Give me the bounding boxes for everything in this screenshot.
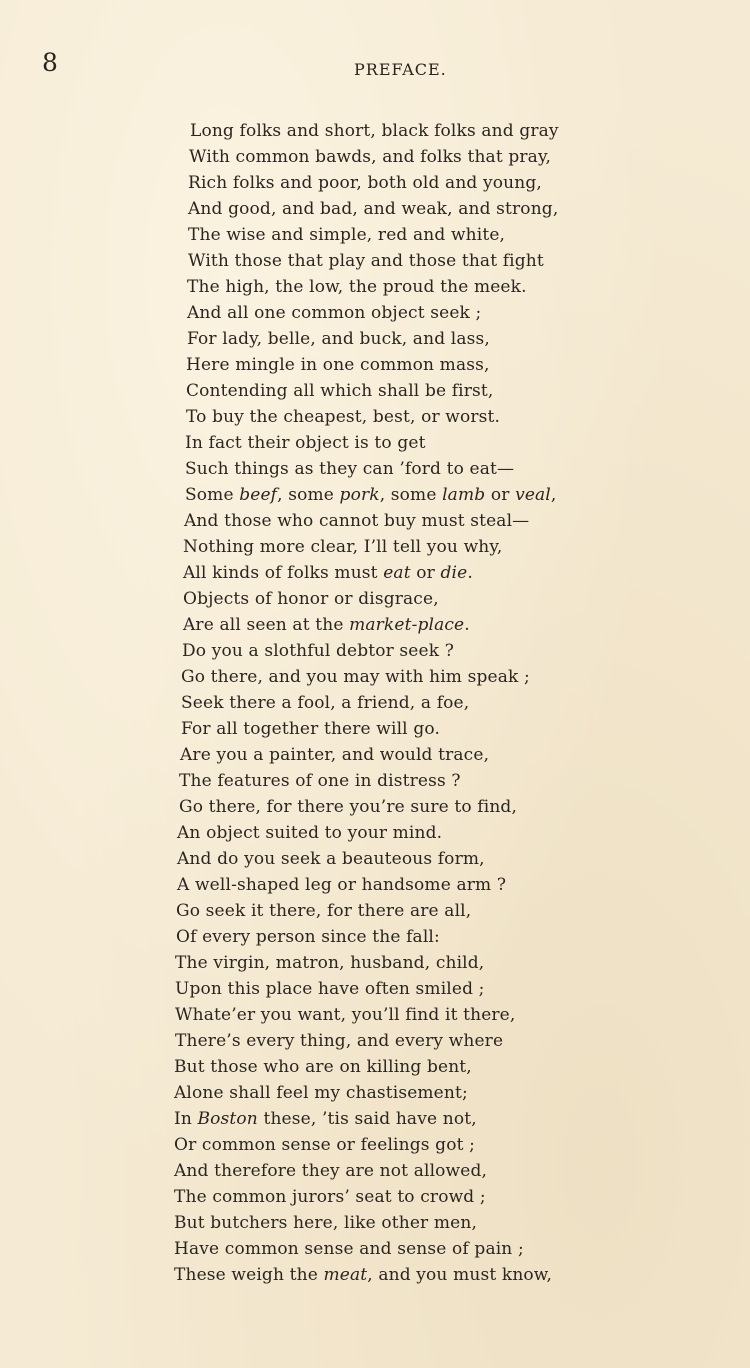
line-text: Go there, and you may with him speak ; <box>181 667 530 687</box>
line-text: Here mingle in one common mass, <box>186 355 490 375</box>
poem-line <box>174 274 734 300</box>
italic-word: die <box>440 563 468 583</box>
poem-line <box>174 612 734 638</box>
line-text: And all one common object seek ; <box>187 303 482 323</box>
italic-word: meat <box>323 1265 368 1285</box>
poem-line <box>174 352 734 378</box>
poem-line <box>174 1210 734 1236</box>
line-text: For all together there will go. <box>181 719 440 739</box>
line-text: All kinds of folks must <box>183 563 384 583</box>
line-text: To buy the cheapest, best, or worst. <box>186 407 501 427</box>
poem-line <box>174 248 734 274</box>
poem <box>174 118 734 1288</box>
line-text: Or common sense or feelings got ; <box>174 1135 476 1155</box>
line-text: Do you a slothful debtor seek ? <box>182 641 454 661</box>
poem-line <box>174 924 734 950</box>
line-text: And those who cannot buy must steal— <box>184 511 530 531</box>
poem-line <box>174 1106 734 1132</box>
poem-line <box>174 482 734 508</box>
line-text: Whate’er you want, you’ll find it there, <box>175 1005 516 1025</box>
line-text: In fact their object is to get <box>185 433 426 453</box>
page-number: 8 <box>42 48 58 77</box>
poem-line <box>174 690 734 716</box>
italic-word: pork <box>339 485 380 505</box>
poem-line <box>174 638 734 664</box>
italic-word: market-place <box>349 615 465 635</box>
line-text: . <box>467 563 473 583</box>
poem-line <box>174 144 734 170</box>
italic-word: veal <box>515 485 551 505</box>
line-text: These weigh the <box>174 1265 324 1285</box>
line-text: The common jurors’ seat to crowd ; <box>174 1187 486 1207</box>
line-text: Such things as they can ’ford to eat— <box>185 459 515 479</box>
line-text: And therefore they are not allowed, <box>174 1161 488 1181</box>
poem-line <box>174 716 734 742</box>
poem-line <box>174 950 734 976</box>
line-text: Rich folks and poor, both old and young, <box>188 173 542 193</box>
poem-line <box>174 846 734 872</box>
poem-line <box>174 196 734 222</box>
poem-line <box>174 378 734 404</box>
line-text: Objects of honor or disgrace, <box>183 589 439 609</box>
poem-line <box>174 1184 734 1210</box>
poem-line <box>174 1080 734 1106</box>
poem-line <box>174 508 734 534</box>
line-text: With those that play and those that fight <box>188 251 544 271</box>
line-text: Alone shall feel my chastisement; <box>174 1083 468 1103</box>
line-text: With common bawds, and folks that pray, <box>189 147 552 167</box>
line-text: Nothing more clear, I’ll tell you why, <box>183 537 503 557</box>
poem-line <box>174 326 734 352</box>
line-text: Have common sense and sense of pain ; <box>174 1239 524 1259</box>
line-text: these, ’tis said have not, <box>257 1109 477 1129</box>
italic-word: beef <box>239 485 278 505</box>
italic-word: Boston <box>197 1109 258 1129</box>
line-text: The wise and simple, red and white, <box>188 225 506 245</box>
poem-line <box>174 742 734 768</box>
poem-line <box>174 560 734 586</box>
poem-line <box>174 1002 734 1028</box>
poem-line <box>174 534 734 560</box>
running-head: PREFACE. <box>354 60 447 79</box>
poem-line <box>174 1158 734 1184</box>
poem-line <box>174 1236 734 1262</box>
line-text: For lady, belle, and buck, and lass, <box>187 329 490 349</box>
line-text: An object suited to your mind. <box>177 823 443 843</box>
line-text: The high, the low, the proud the meek. <box>187 277 527 297</box>
line-text: or <box>485 485 516 505</box>
poem-line <box>174 430 734 456</box>
poem-line <box>174 586 734 612</box>
line-text: Some <box>185 485 240 505</box>
poem-line <box>174 898 734 924</box>
line-text: And do you seek a beauteous form, <box>177 849 485 869</box>
poem-line <box>174 222 734 248</box>
line-text: Are all seen at the <box>183 615 350 635</box>
line-text: Go there, for there you’re sure to find, <box>179 797 518 817</box>
poem-line <box>174 1054 734 1080</box>
italic-word: lamb <box>442 485 486 505</box>
line-text: , <box>550 485 557 505</box>
line-text: There’s every thing, and every where <box>175 1031 504 1051</box>
line-text: And good, and bad, and weak, and strong, <box>188 199 559 219</box>
line-text: . <box>464 615 470 635</box>
poem-line <box>174 768 734 794</box>
poem-line <box>174 404 734 430</box>
poem-line <box>174 118 734 144</box>
poem-line <box>174 170 734 196</box>
line-text: Are you a painter, and would trace, <box>180 745 490 765</box>
line-text: , some <box>277 485 340 505</box>
poem-line <box>174 820 734 846</box>
poem-line <box>174 1262 734 1288</box>
line-text: In <box>174 1109 198 1129</box>
line-text: The virgin, matron, husband, child, <box>175 953 485 973</box>
poem-line <box>174 300 734 326</box>
line-text: But those who are on killing bent, <box>174 1057 472 1077</box>
poem-line <box>174 1028 734 1054</box>
italic-word: eat <box>383 563 411 583</box>
line-text: Contending all which shall be first, <box>186 381 494 401</box>
line-text: A well-shaped leg or handsome arm ? <box>177 875 507 895</box>
poem-line <box>174 976 734 1002</box>
poem-line <box>174 872 734 898</box>
line-text: , some <box>379 485 443 505</box>
poem-line <box>174 664 734 690</box>
poem-line <box>174 456 734 482</box>
line-text: But butchers here, like other men, <box>174 1213 478 1233</box>
poem-line <box>174 1132 734 1158</box>
line-text: or <box>410 563 441 583</box>
line-text: , and you must know, <box>367 1265 553 1285</box>
line-text: Seek there a fool, a friend, a foe, <box>181 693 470 713</box>
line-text: Of every person since the fall: <box>176 927 440 947</box>
line-text: Upon this place have often smiled ; <box>175 979 485 999</box>
line-text: Go seek it there, for there are all, <box>176 901 472 921</box>
poem-line <box>174 794 734 820</box>
line-text: Long folks and short, black folks and gray <box>190 121 559 141</box>
line-text: The features of one in distress ? <box>179 771 461 791</box>
